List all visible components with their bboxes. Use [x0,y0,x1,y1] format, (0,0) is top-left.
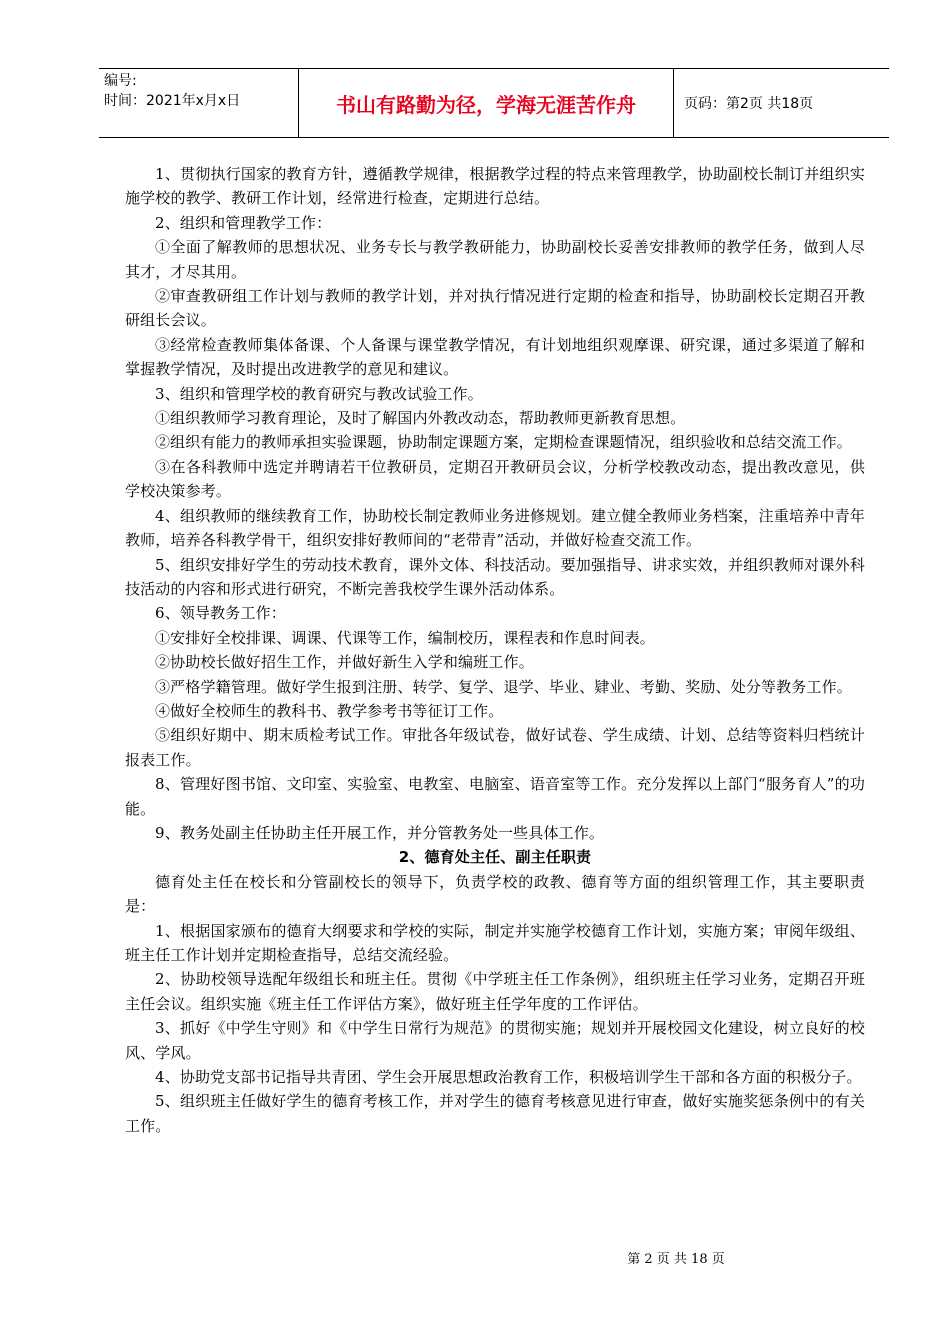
paragraph: ③经常检查教师集体备课、个人备课与课堂教学情况，有计划地组织观摩课、研究课，通过多渠道了解和掌握教学情况，及时提出改进教学的意见和建议。 [125,335,865,379]
motto-text: 书山有路勤为径，学海无涯苦作舟 [336,92,636,117]
paragraph: ①安排好全校排课、调课、代课等工作，编制校历，课程表和作息时间表。 [155,628,655,647]
paragraph: 5、组织安排好学生的劳动技术教育，课外文体、科技活动。要加强指导、讲求实效，并组织教师对课外科技活动的内容和形式进行研究，不断完善我校学生课外活动体系。 [125,555,865,598]
paragraph: 4、组织教师的继续教育工作，协助校长制定教师业务进修规划。建立健全教师业务档案，注重培养中青年教师，培养各科教学骨干，组织安排好教师间的“老带青”活动，并做好检查交流工作。 [125,506,865,550]
paragraph: ②协助校长做好招生工作，并做好新生入学和编班工作。 [155,653,534,672]
paragraph: ⑤组织好期中、期末质检考试工作。审批各年级试卷，做好试卷、学生成绩、计划、总结等资料归档统计报表工作。 [125,726,865,769]
paragraph: 5、组织班主任做好学生的德育考核工作，并对学生的德育考核意见进行审查，做好实施奖惩条例中的有关工作。 [125,1092,865,1135]
paragraph: ②组织有能力的教师承担实验课题，协助制定课题方案，定期检查课题情况，组织验收和总结交流工作。 [155,433,852,452]
paragraph: ①全面了解教师的思想状况、业务专长与教学教研能力，协助副校长妥善安排教师的教学任务，做到人尽其才，才尽其用。 [125,238,865,281]
header-meta [99,69,299,137]
page-info-text: 页码：第2页 共18页 [684,96,814,112]
paragraph: 德育处主任在校长和分管副校长的领导下，负责学校的政教、德育等方面的组织管理工作，其主要职责是： [125,872,865,916]
paragraph: 6、领导教务工作： [155,604,286,623]
paragraph: 4、协助党支部书记指导共青团、学生会开展思想政治教育工作，积极培训学生干部和各方面的积极分子。 [155,1068,862,1087]
paragraph: 9、教务处副主任协助主任开展工作，并分管教务处一些具体工作。 [155,823,605,842]
paragraph: ①组织教师学习教育理论，及时了解国内外教改动态，帮助教师更新教育思想。 [155,409,686,428]
paragraph: 1、根据国家颁布的德育大纲要求和学校的实际，制定并实施学校德育工作计划，实施方案；审阅年级组、班主任工作计划并定期检查指导，总结交流经验。 [125,921,865,964]
header-motto [299,69,674,137]
footer-page-number: 第 2 页 共 18 页 [627,1252,725,1267]
paragraph: 2、组织和管理教学工作： [155,213,332,232]
page-header [99,68,889,138]
header-page-info [674,69,889,137]
document-body [125,162,865,1138]
paragraph: 1、贯彻执行国家的教育方针，遵循教学规律，根据教学过程的特点来管理教学，协助副校长制订并组织实施学校的教学、教研工作计划，经常进行检查，定期进行总结。 [125,165,865,208]
paragraph: 2、协助校领导选配年级组长和班主任。贯彻《中学班主任工作条例》，组织班主任学习业务，定期召开班主任会议。组织实施《班主任工作评估方案》，做好班主任学年度的工作评估。 [125,970,865,1013]
doc-number-label: 编号: [104,73,137,89]
paragraph: 8、管理好图书馆、文印室、实验室、电教室、电脑室、语音室等工作。充分发挥以上部门“服务育人”的功能。 [125,775,865,818]
paragraph: ④做好全校师生的教科书、教学参考书等征订工作。 [155,701,504,720]
section-title: 2、德育处主任、副主任职责 [398,848,592,867]
paragraph: 3、组织和管理学校的教育研究与教改试验工作。 [155,384,483,403]
paragraph: 3、抓好《中学生守则》和《中学生日常行为规范》的贯彻实施；规划并开展校园文化建设，树立良好的校风、学风。 [125,1019,865,1062]
paragraph: ③在各科教师中选定并聘请若干位教研员，定期召开教研员会议，分析学校教改动态，提出教改意见，供学校决策参考。 [125,457,865,501]
paragraph: ③严格学籍管理。做好学生报到注册、转学、复学、退学、毕业、肄业、考勤、奖励、处分等教务工作。 [155,677,852,696]
page-footer [0,1248,950,1267]
paragraph: ②审查教研组工作计划与教师的教学计划，并对执行情况进行定期的检查和指导，协助副校长定期召开教研组长会议。 [125,287,865,330]
time-label: 时间：2021年x月x日 [104,93,241,109]
